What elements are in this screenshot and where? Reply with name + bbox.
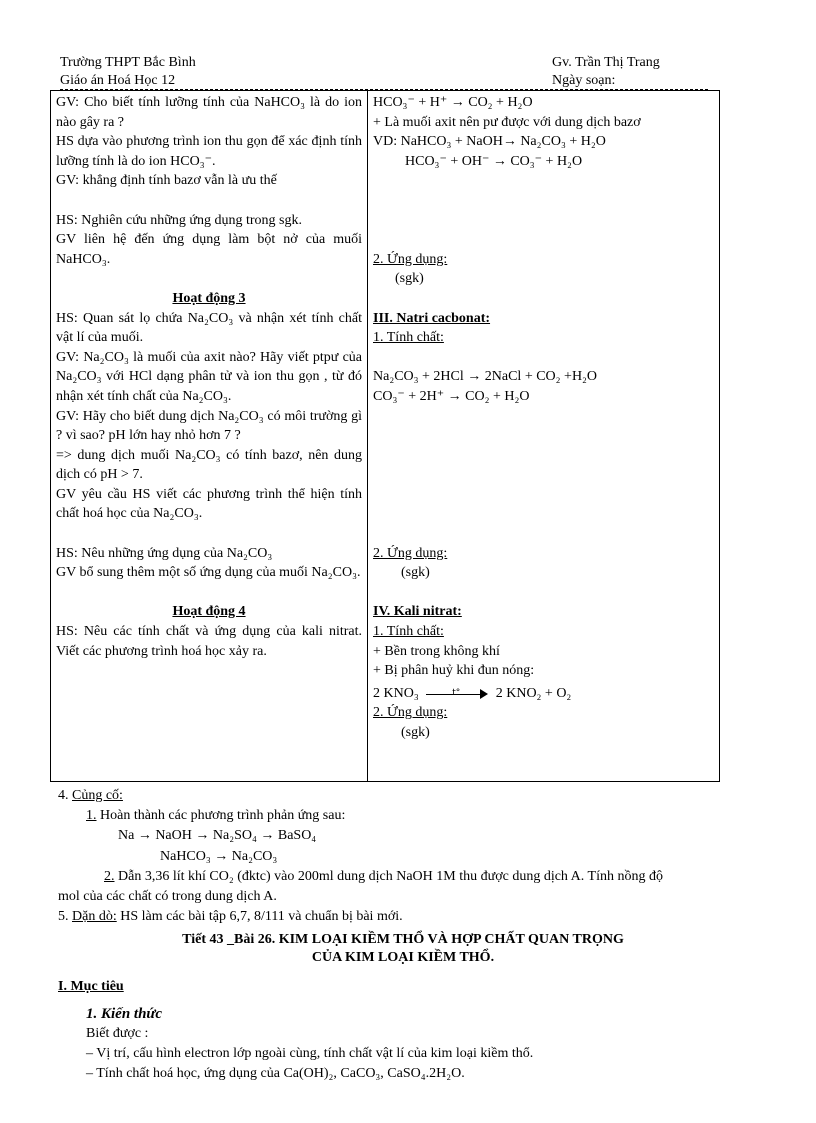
after-table-content — [58, 786, 748, 1084]
objectives-heading: I. Mục tiêu — [58, 979, 124, 995]
left-line: HS: Nghiên cứu những ứng dụng trong sgk. — [56, 212, 302, 228]
properties-heading: 1. Tính chất: — [373, 330, 444, 346]
left-line: GV bổ sung thêm một số ứng dụng của muối Na₂CO₃. — [56, 565, 361, 581]
teacher-student-activity-column — [51, 91, 368, 782]
right-line: + Bền trong không khí — [373, 643, 500, 659]
objectives-intro: Biết được : — [86, 1025, 149, 1041]
sgk-ref: (sgk) — [401, 725, 430, 740]
lesson-title: Tiết 43 _Bài 26. KIM LOẠI KIỀM THỔ VÀ HỢP CHẤT QUAN TRỌNG — [182, 932, 624, 948]
left-line: GV yêu cầu HS viết các phương trình thể hiện tính chất hoá học của Na₂CO₃. — [56, 486, 362, 522]
lesson-table — [50, 90, 720, 782]
lesson-content-column — [368, 91, 720, 782]
sgk-ref: (sgk) — [395, 271, 424, 287]
left-line: GV liên hệ đến ứng dụng làm bột nở của muối NaHCO₃. — [56, 232, 362, 267]
applications-heading: 2. Ứng dụng: — [373, 251, 448, 267]
reaction-chain-1: Na → NaOH → Na₂SO₄ → BaSO₄ — [118, 828, 317, 844]
left-line: HS: Quan sát lọ chứa Na₂CO₃ và nhận xét tính chất vật lí của muối. — [56, 310, 362, 346]
left-line: HS: Nêu những ứng dụng của Na₂CO₃ — [56, 545, 273, 561]
activity-4-heading: Hoạt động 4 — [172, 604, 246, 620]
consolidation-heading: 4. Củng cố: — [58, 788, 123, 803]
lesson-title-line2: CỦA KIM LOẠI KIỀM THỔ. — [311, 950, 495, 966]
left-line: GV: Hãy cho biết dung dịch Na₂CO₃ có môi trường gì ? vì sao? pH lớn hay nhỏ hơn 7 ? — [56, 408, 362, 444]
left-line: HS dựa vào phương trình ion thu gọn để xác định tính lưỡng tính là do ion HCO₃⁻. — [56, 134, 362, 169]
equation: HCO₃⁻ + H⁺ → CO₂ + H₂O — [373, 95, 533, 110]
left-line: HS: Nêu các tính chất và ứng dụng của kali nitrat. Viết các phương trình hoá học xảy ra. — [56, 624, 362, 659]
example-equation: VD: NaHCO₃ + NaOH→ Na₂CO₃ + H₂O — [373, 134, 606, 150]
exercise-1: 1. Hoàn thành các phương trình phản ứng sau: — [86, 808, 346, 824]
right-line: + Bị phân huỷ khi đun nóng: — [373, 663, 535, 679]
left-line: GV: Cho biết tính lưỡng tính của NaHCO₃ là do ion nào gây ra ? — [56, 95, 362, 130]
activity-3-heading: Hoạt động 3 — [172, 290, 246, 306]
left-line: GV: khẳng định tính bazơ vẫn là ưu thế — [56, 173, 277, 189]
objective-item: – Vị trí, cấu hình electron lớp ngoài cùng, tính chất vật lí của kim loại kiềm thổ. — [86, 1046, 534, 1062]
knowledge-heading: 1. Kiến thức — [86, 1005, 163, 1022]
equation: Na₂CO₃ + 2HCl → 2NaCl + CO₂ +H₂O — [373, 369, 598, 385]
equation: CO₃⁻ + 2H⁺ → CO₂ + H₂O — [373, 388, 530, 404]
school-name: Trường THPT Bắc Bình — [60, 55, 196, 70]
exercise-2-cont: mol của các chất có trong dung dịch A. — [58, 889, 277, 905]
reactant: 2 KNO₃ — [373, 685, 419, 701]
right-line: + Là muối axit nên pư được với dung dịch bazơ — [373, 114, 641, 130]
decomposition-equation — [373, 684, 714, 704]
section-iv-heading: IV. Kali nitrat: — [373, 604, 462, 620]
subject-label: Giáo án Hoá Học 12 — [60, 73, 176, 88]
heat-arrow-icon: t° — [426, 688, 488, 700]
teacher-name: Gv. Trần Thị Trang — [552, 55, 660, 70]
applications-heading: 2. Ứng dụng: — [373, 545, 448, 561]
section-iii-heading: III. Natri cacbonat: — [373, 310, 491, 326]
applications-heading: 2. Ứng dụng: — [373, 705, 448, 721]
sgk-ref: (sgk) — [401, 565, 430, 581]
left-line: => dung dịch muối Na₂CO₃ có tính bazơ, nên dung dịch có pH > 7. — [56, 447, 362, 483]
properties-heading: 1. Tính chất: — [373, 624, 444, 640]
reaction-chain-2: NaHCO₃ → Na₂CO₃ — [160, 848, 278, 864]
exercise-2: 2. Dẫn 3,36 lít khí CO₂ (đktc) vào 200ml dung dịch NaOH 1M thu được dung dịch A. Tính nồng độ — [104, 868, 663, 884]
objective-item: – Tính chất hoá học, ứng dụng của Ca(OH)₂, CaCO₃, CaSO₄.2H₂O. — [86, 1066, 465, 1082]
homework: 5. Dặn dò: HS làm các bài tập 6,7, 8/111 và chuẩn bị bài mới. — [58, 909, 403, 925]
date-label: Ngày soạn: — [552, 73, 616, 88]
products: 2 KNO₂ + O₂ — [495, 685, 572, 701]
left-line: GV: Na₂CO₃ là muối của axit nào? Hãy viết ptpư của Na₂CO₃ với HCl dạng phân tử và ion thu gọn , từ đó nhận xét tính chất của Na₂CO₃. — [56, 349, 362, 404]
equation: HCO₃⁻ + OH⁻ → CO₃⁻ + H₂O — [405, 153, 583, 169]
